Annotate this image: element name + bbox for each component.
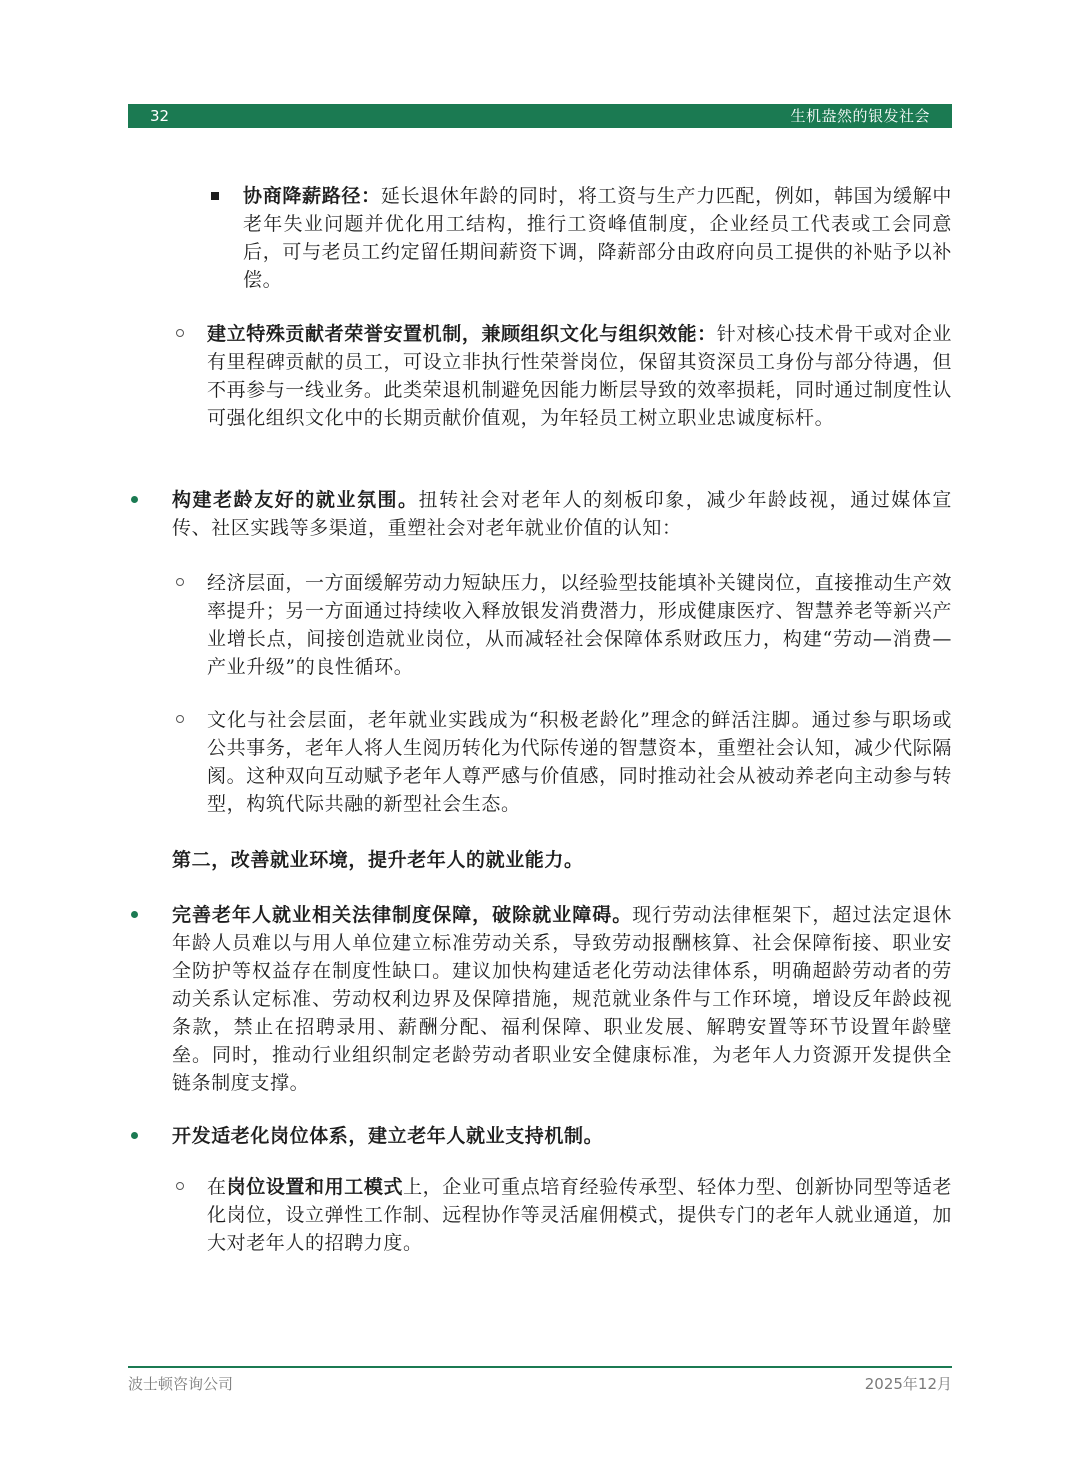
circle-bullet-icon: [176, 1182, 184, 1190]
paragraph-text: 延长退休年龄的同时，将工资与生产力匹配，例如，韩国为缓解中老年失业问题并优化用工结构，推行工资峰值制度，企业经员工代表或工会同意后，可与老员工约定留任期间薪资下调，降薪部分由政府向员工提供的补贴予以补偿。: [243, 185, 953, 291]
dot-bullet-icon: [131, 496, 138, 503]
circle-bullet-icon: [176, 578, 184, 586]
paragraph-text: 现行劳动法律框架下，超过法定退休年龄人员难以与用人单位建立标准劳动关系，导致劳动报酬核算、社会保障衔接、职业安全防护等权益存在制度性缺口。建议加快构建适老化劳动法律体系，明确超龄劳动者的劳动关系认定标准、劳动权利边界及保障措施，规范就业条件与工作环境，增设反年龄歧视条款，禁止在招聘录用、薪酬分配、福利保障、职业发展、解聘安置等环节设置年龄壁垒。同时，推动行业组织制定老龄劳动者职业安全健康标准，为老年人力资源开发提供全链条制度支撑。: [172, 904, 952, 1094]
dot-bullet-icon: [131, 911, 138, 918]
paragraph-text: 上，企业可重点培育经验传承型、轻体力型、创新协同型等适老化岗位，设立弹性工作制、远程协作等灵活雇佣模式，提供专门的老年人就业通道，加大对老年人的招聘力度。: [207, 1176, 952, 1254]
paragraph-honor-placement: [207, 320, 952, 432]
paragraph-text-prefix: 在: [207, 1176, 227, 1198]
paragraph-cultural-level: [207, 706, 952, 818]
footer-divider: [128, 1366, 952, 1368]
paragraph-heading: 完善老年人就业相关法律制度保障，破除就业障碍。: [172, 904, 633, 926]
footer-date: 2025年12月: [864, 1375, 952, 1393]
footer-company: 波士顿咨询公司: [128, 1375, 234, 1393]
paragraph-wage-reduction: [243, 182, 952, 294]
paragraph-text: 经济层面，一方面缓解劳动力短缺压力，以经验型技能填补关键岗位，直接推动生产效率提升；另一方面通过持续收入释放银发消费潜力，形成健康医疗、智慧养老等新兴产业增长点，间接创造就业岗位，从而减轻社会保障体系财政压力，构建“劳动—消费—产业升级”的良性循环。: [207, 572, 952, 678]
paragraph-age-friendly: [172, 486, 952, 542]
paragraph-text: 文化与社会层面，老年就业实践成为“积极老龄化”理念的鲜活注脚。通过参与职场或公共事务，老年人将人生阅历转化为代际传递的智慧资本，重塑社会认知，减少代际隔阂。这种双向互动赋予老年人尊严感与价值感，同时推动社会从被动养老向主动参与转型，构筑代际共融的新型社会生态。: [207, 709, 952, 815]
section-heading: 第二，改善就业环境，提升老年人的就业能力。: [172, 849, 584, 871]
paragraph-job-design: [207, 1173, 952, 1257]
report-title: 生机盎然的银发社会: [790, 107, 930, 125]
paragraph-heading: 开发适老化岗位体系，建立老年人就业支持机制。: [172, 1125, 604, 1147]
paragraph-heading: 岗位设置和用工模式: [226, 1176, 404, 1198]
circle-bullet-icon: [176, 715, 184, 723]
page-number: 32: [150, 107, 170, 125]
paragraph-heading: 建立特殊贡献者荣誉安置机制，兼顾组织文化与组织效能：: [207, 323, 717, 345]
square-bullet-icon: [211, 192, 219, 200]
paragraph-economic-level: [207, 569, 952, 681]
paragraph-heading: 协商降薪路径：: [243, 185, 381, 207]
circle-bullet-icon: [176, 329, 184, 337]
paragraph-job-system: [172, 1122, 952, 1150]
paragraph-legal-protection: [172, 901, 952, 1097]
paragraph-heading: 构建老龄友好的就业氛围。: [172, 489, 419, 511]
dot-bullet-icon: [131, 1132, 138, 1139]
paragraph-text: 扭转社会对老年人的刻板印象，减少年龄歧视，通过媒体宣传、社区实践等多渠道，重塑社会对老年就业价值的认知：: [172, 489, 953, 539]
paragraph-text: 针对核心技术骨干或对企业有里程碑贡献的员工，可设立非执行性荣誉岗位，保留其资深员工身份与部分待遇，但不再参与一线业务。此类荣退机制避免因能力断层导致的效率损耗，同时通过制度性认可强化组织文化中的长期贡献价值观，为年轻员工树立职业忠诚度标杆。: [207, 323, 952, 429]
header-bar: [128, 104, 952, 128]
